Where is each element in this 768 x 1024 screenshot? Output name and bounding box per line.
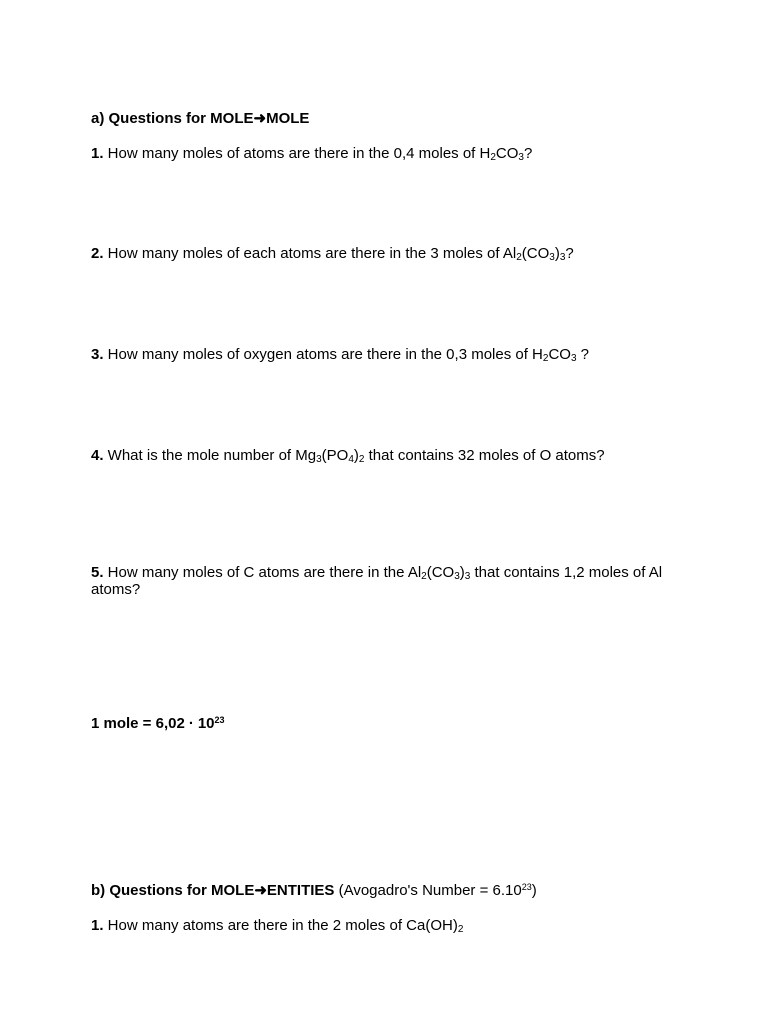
subscript: 3 [559, 252, 566, 263]
question-text: that contains 1,2 moles of Al atoms? [91, 564, 663, 598]
question-text: How many moles of each atoms are there in the 3 moles of Al [103, 245, 517, 262]
question-text: ) [554, 245, 560, 262]
question-text: (CO [426, 564, 455, 581]
question-text: How many moles of atoms are there in the 0,4 moles of H [103, 145, 491, 162]
question-a3 [91, 346, 681, 363]
question-text: How many moles of C atoms are there in the Al [103, 564, 422, 581]
subscript: 3 [518, 152, 524, 163]
arrow-icon: ➜ [254, 882, 267, 899]
section-b-label: b) Questions for MOLE [91, 882, 255, 899]
subscript: 3 [316, 454, 322, 465]
question-number: 1. [91, 917, 104, 934]
subscript: 3 [549, 252, 555, 263]
question-text: ? [565, 245, 574, 262]
formula-text: 1 mole = 6,02 [91, 715, 185, 732]
multiply-dot: · [188, 715, 194, 732]
question-number: 3. [91, 346, 104, 363]
subscript: 4 [348, 454, 354, 465]
mole-formula [91, 715, 681, 732]
question-b1 [91, 917, 681, 934]
question-text: that contains 32 moles of O atoms? [364, 447, 605, 464]
avogadro-note-end: ) [531, 882, 537, 899]
question-text: ) [353, 447, 359, 464]
question-text: ? [576, 346, 590, 363]
arrow-icon: ➜ [253, 110, 267, 127]
subscript: 3 [464, 571, 471, 582]
question-number: 5. [91, 564, 104, 581]
formula-base: 10 [197, 715, 215, 732]
subscript: 2 [490, 152, 496, 163]
question-a1 [91, 145, 681, 162]
section-a-label-end: MOLE [266, 110, 310, 127]
question-text: How many atoms are there in the 2 moles of Ca(OH) [103, 917, 458, 934]
question-number: 4. [91, 447, 104, 464]
formula-exponent: 23 [214, 715, 225, 725]
subscript: 2 [421, 571, 427, 582]
subscript: 2 [542, 353, 549, 364]
question-text: What is the mole number of Mg [103, 447, 317, 464]
question-a5 [91, 564, 671, 598]
question-number: 1. [91, 145, 104, 162]
question-text: (PO [321, 447, 349, 464]
question-a4 [91, 447, 681, 464]
section-b-heading [91, 882, 681, 899]
subscript: 3 [570, 353, 577, 364]
subscript: 3 [454, 571, 460, 582]
avogadro-exponent: 23 [521, 882, 532, 892]
question-text: ? [523, 145, 533, 162]
section-b-label-end: ENTITIES [266, 882, 335, 899]
subscript: 2 [516, 252, 522, 263]
question-text: (CO [521, 245, 550, 262]
section-a-heading [91, 110, 681, 127]
question-text: CO [495, 145, 519, 162]
question-text: How many moles of oxygen atoms are there in the 0,3 moles of H [103, 346, 543, 363]
subscript: 2 [457, 924, 464, 935]
subscript: 2 [358, 454, 365, 465]
avogadro-note: (Avogadro's Number = 6.10 [334, 882, 522, 899]
section-a-label: a) Questions for MOLE [91, 110, 254, 127]
question-a2 [91, 245, 681, 262]
question-text: CO [548, 346, 571, 363]
question-text: ) [459, 564, 465, 581]
question-number: 2. [91, 245, 104, 262]
